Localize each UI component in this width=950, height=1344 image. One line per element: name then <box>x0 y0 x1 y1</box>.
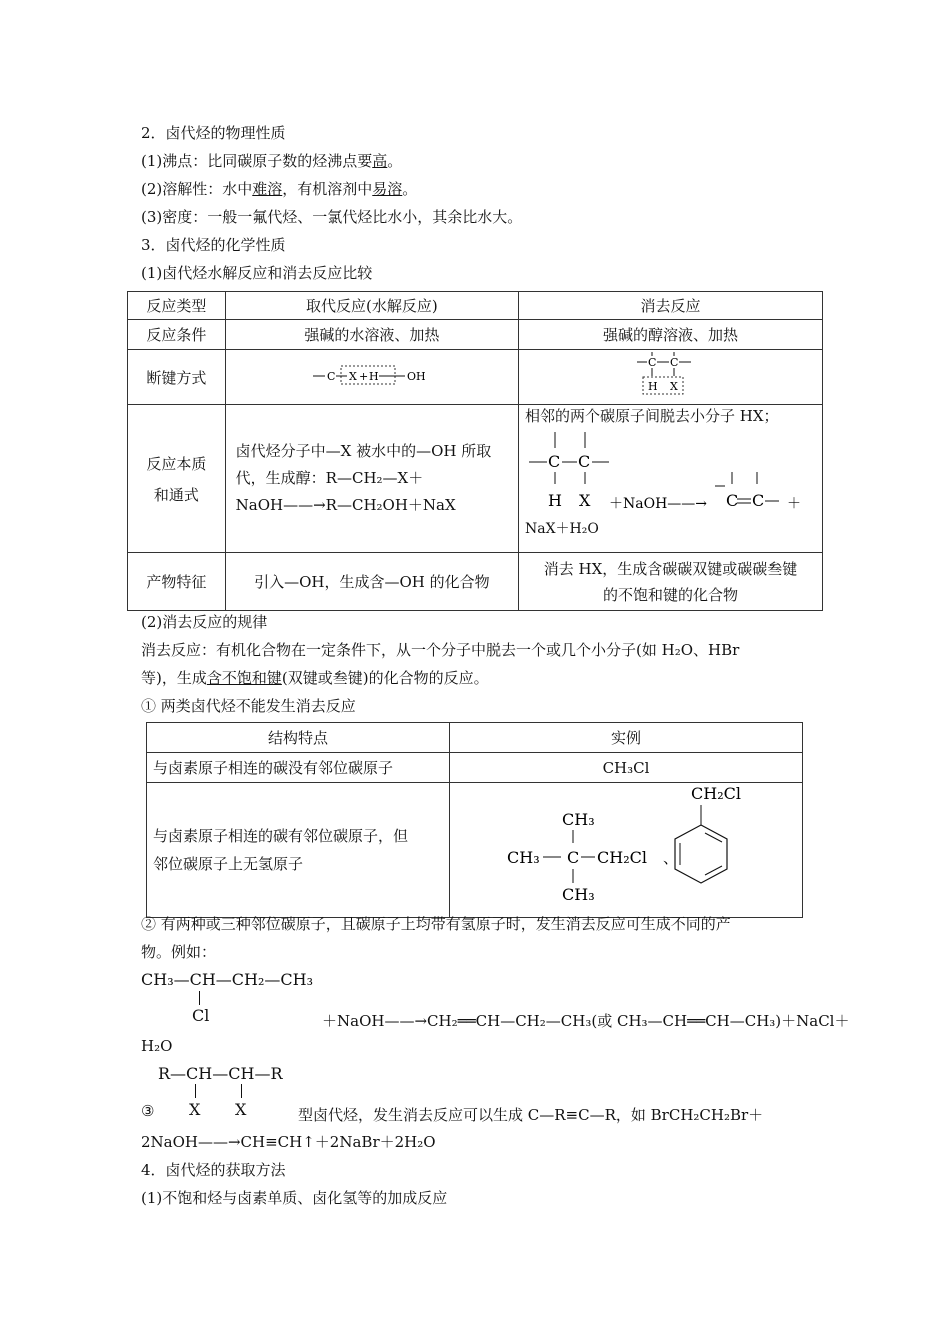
svg-text:C: C <box>670 356 679 369</box>
header-elimination: 消去反应 <box>518 292 822 320</box>
svg-text:CH₃: CH₃ <box>562 810 595 829</box>
nature-elimination: 相邻的两个碳原子间脱去小分子 HX； C C H X ＋NaOH——→ C C ＋ NaX＋H₂O <box>518 405 822 553</box>
dihalide-x2: X <box>235 1100 247 1119</box>
rules-title: (2)消去反应的规律 <box>141 613 268 631</box>
svg-text:＋NaOH——→: ＋NaOH——→ <box>608 496 707 512</box>
row1-feature: 与卤素原子相连的碳没有邻位碳原子 <box>147 753 450 783</box>
elimination-equation-diagram <box>525 426 815 512</box>
item-2-equation: ＋NaOH——→CH₂══CH—CH₂—CH₃(或 CH₃—CH══CH—CH₃)＋NaCl＋ <box>322 1012 850 1030</box>
svg-text:CH₂Cl: CH₂Cl <box>691 784 741 803</box>
bond-break-elimination-diagram <box>635 352 705 398</box>
svg-text:C: C <box>547 452 561 471</box>
comparison-subtitle: (1)卤代烃水解反应和消去反应比较 <box>141 264 373 282</box>
svg-text:、: 、 <box>663 849 679 867</box>
svg-text:OH: OH <box>406 370 426 383</box>
item-2-water: H₂O <box>141 1037 173 1055</box>
conditions-label: 反应条件 <box>128 320 226 350</box>
header-example: 实例 <box>450 723 803 753</box>
product-label: 产物特征 <box>128 553 226 611</box>
row1-example: CH₃Cl <box>450 753 803 783</box>
nature-substitution: 卤代烃分子中—X 被水中的—OH 所取 代，生成醇：R—CH₂—X＋ NaOH——→R—CH₂OH＋NaX <box>225 405 518 553</box>
bond-break-elimination <box>518 350 822 405</box>
dihalide-formula: R—CH—CH—R <box>158 1064 283 1083</box>
rules-item-1: ① 两类卤代烃不能发生消去反应 <box>141 697 356 715</box>
svg-text:H: H <box>368 370 379 383</box>
density-line: (3)密度：一般一氟代烃、一氯代烃比水小，其余比水大。 <box>141 208 523 226</box>
svg-text:X: X <box>578 491 591 510</box>
section-4-sub-1: (1)不饱和烃与卤素单质、卤化氢等的加成反应 <box>141 1189 448 1207</box>
dihalide-x1: X <box>189 1100 201 1119</box>
svg-text:C: C <box>326 370 336 383</box>
svg-text:C: C <box>567 848 580 867</box>
section-2-title: 2．卤代烃的物理性质 <box>141 124 286 142</box>
conditions-elimination: 强碱的醇溶液、加热 <box>518 320 822 350</box>
svg-text:CH₃: CH₃ <box>562 885 595 904</box>
bond-break-label: 断键方式 <box>128 350 226 405</box>
rules-definition-1: 消去反应：有机化合物在一定条件下，从一个分子中脱去一个或几个小分子(如 H₂O、HBr <box>141 641 740 659</box>
item-2-line-2: 物。例如： <box>141 943 217 961</box>
item-2-line-1: ② 有两种或三种邻位碳原子，且碳原子上均带有氢原子时，发生消去反应可生成不同的产 <box>141 915 731 933</box>
svg-text:C: C <box>751 491 765 510</box>
row2-example <box>450 783 803 918</box>
header-type: 反应类型 <box>128 292 226 320</box>
header-substitution: 取代反应(水解反应) <box>225 292 518 320</box>
row2-feature: 与卤素原子相连的碳有邻位碳原子，但 邻位碳原子上无氢原子 <box>147 783 450 918</box>
section-3-title: 3．卤代烃的化学性质 <box>141 236 286 254</box>
bond-break-substitution <box>225 350 518 405</box>
item-3-text: 型卤代烃，发生消去反应可以生成 C—R≡C—R，如 BrCH₂CH₂Br＋ <box>298 1106 764 1124</box>
svg-text:H: H <box>648 380 659 393</box>
rules-definition-2: 等)，生成含不饱和键(双键或叁键)的化合物的反应。 <box>141 669 489 687</box>
bond-break-substitution-diagram <box>307 362 437 388</box>
dihalide-bond-2 <box>241 1084 242 1098</box>
chlorobutane-formula: CH₃—CH—CH₂—CH₃ <box>141 970 314 989</box>
product-substitution: 引入—OH，生成含—OH 的化合物 <box>225 553 518 611</box>
svg-text:C: C <box>577 452 591 471</box>
product-elimination: 消去 HX，生成含碳碳双键或碳碳叁键 的不饱和键的化合物 <box>518 553 822 611</box>
svg-text:CH₂Cl: CH₂Cl <box>597 848 647 867</box>
chlorobutane-cl: Cl <box>192 1006 210 1025</box>
section-4-title: 4．卤代烃的获取方法 <box>141 1161 286 1179</box>
comparison-table <box>127 291 823 611</box>
svg-text:+: + <box>358 370 369 383</box>
conditions-substitution: 强碱的水溶液、加热 <box>225 320 518 350</box>
boiling-point-line: (1)沸点：比同碳原子数的烃沸点要高。 <box>141 152 403 170</box>
item-3-marker: ③ <box>141 1102 155 1120</box>
svg-text:X: X <box>670 380 679 393</box>
svg-text:C: C <box>725 491 739 510</box>
row2-example-structures <box>451 783 801 913</box>
header-structure: 结构特点 <box>147 723 450 753</box>
svg-text:H: H <box>547 491 562 510</box>
svg-text:CH₃: CH₃ <box>507 848 540 867</box>
nature-label: 反应本质 和通式 <box>128 405 226 553</box>
svg-text:C: C <box>648 356 657 369</box>
dihalide-bond-1 <box>195 1084 196 1098</box>
svg-text:X: X <box>348 370 357 383</box>
svg-text:＋: ＋ <box>786 496 801 512</box>
chlorobutane-bond <box>199 991 200 1005</box>
solubility-line: (2)溶解性：水中难溶，有机溶剂中易溶。 <box>141 180 418 198</box>
item-3-equation: 2NaOH——→CH≡CH↑＋2NaBr＋2H₂O <box>141 1133 436 1151</box>
no-elimination-table <box>146 722 803 918</box>
